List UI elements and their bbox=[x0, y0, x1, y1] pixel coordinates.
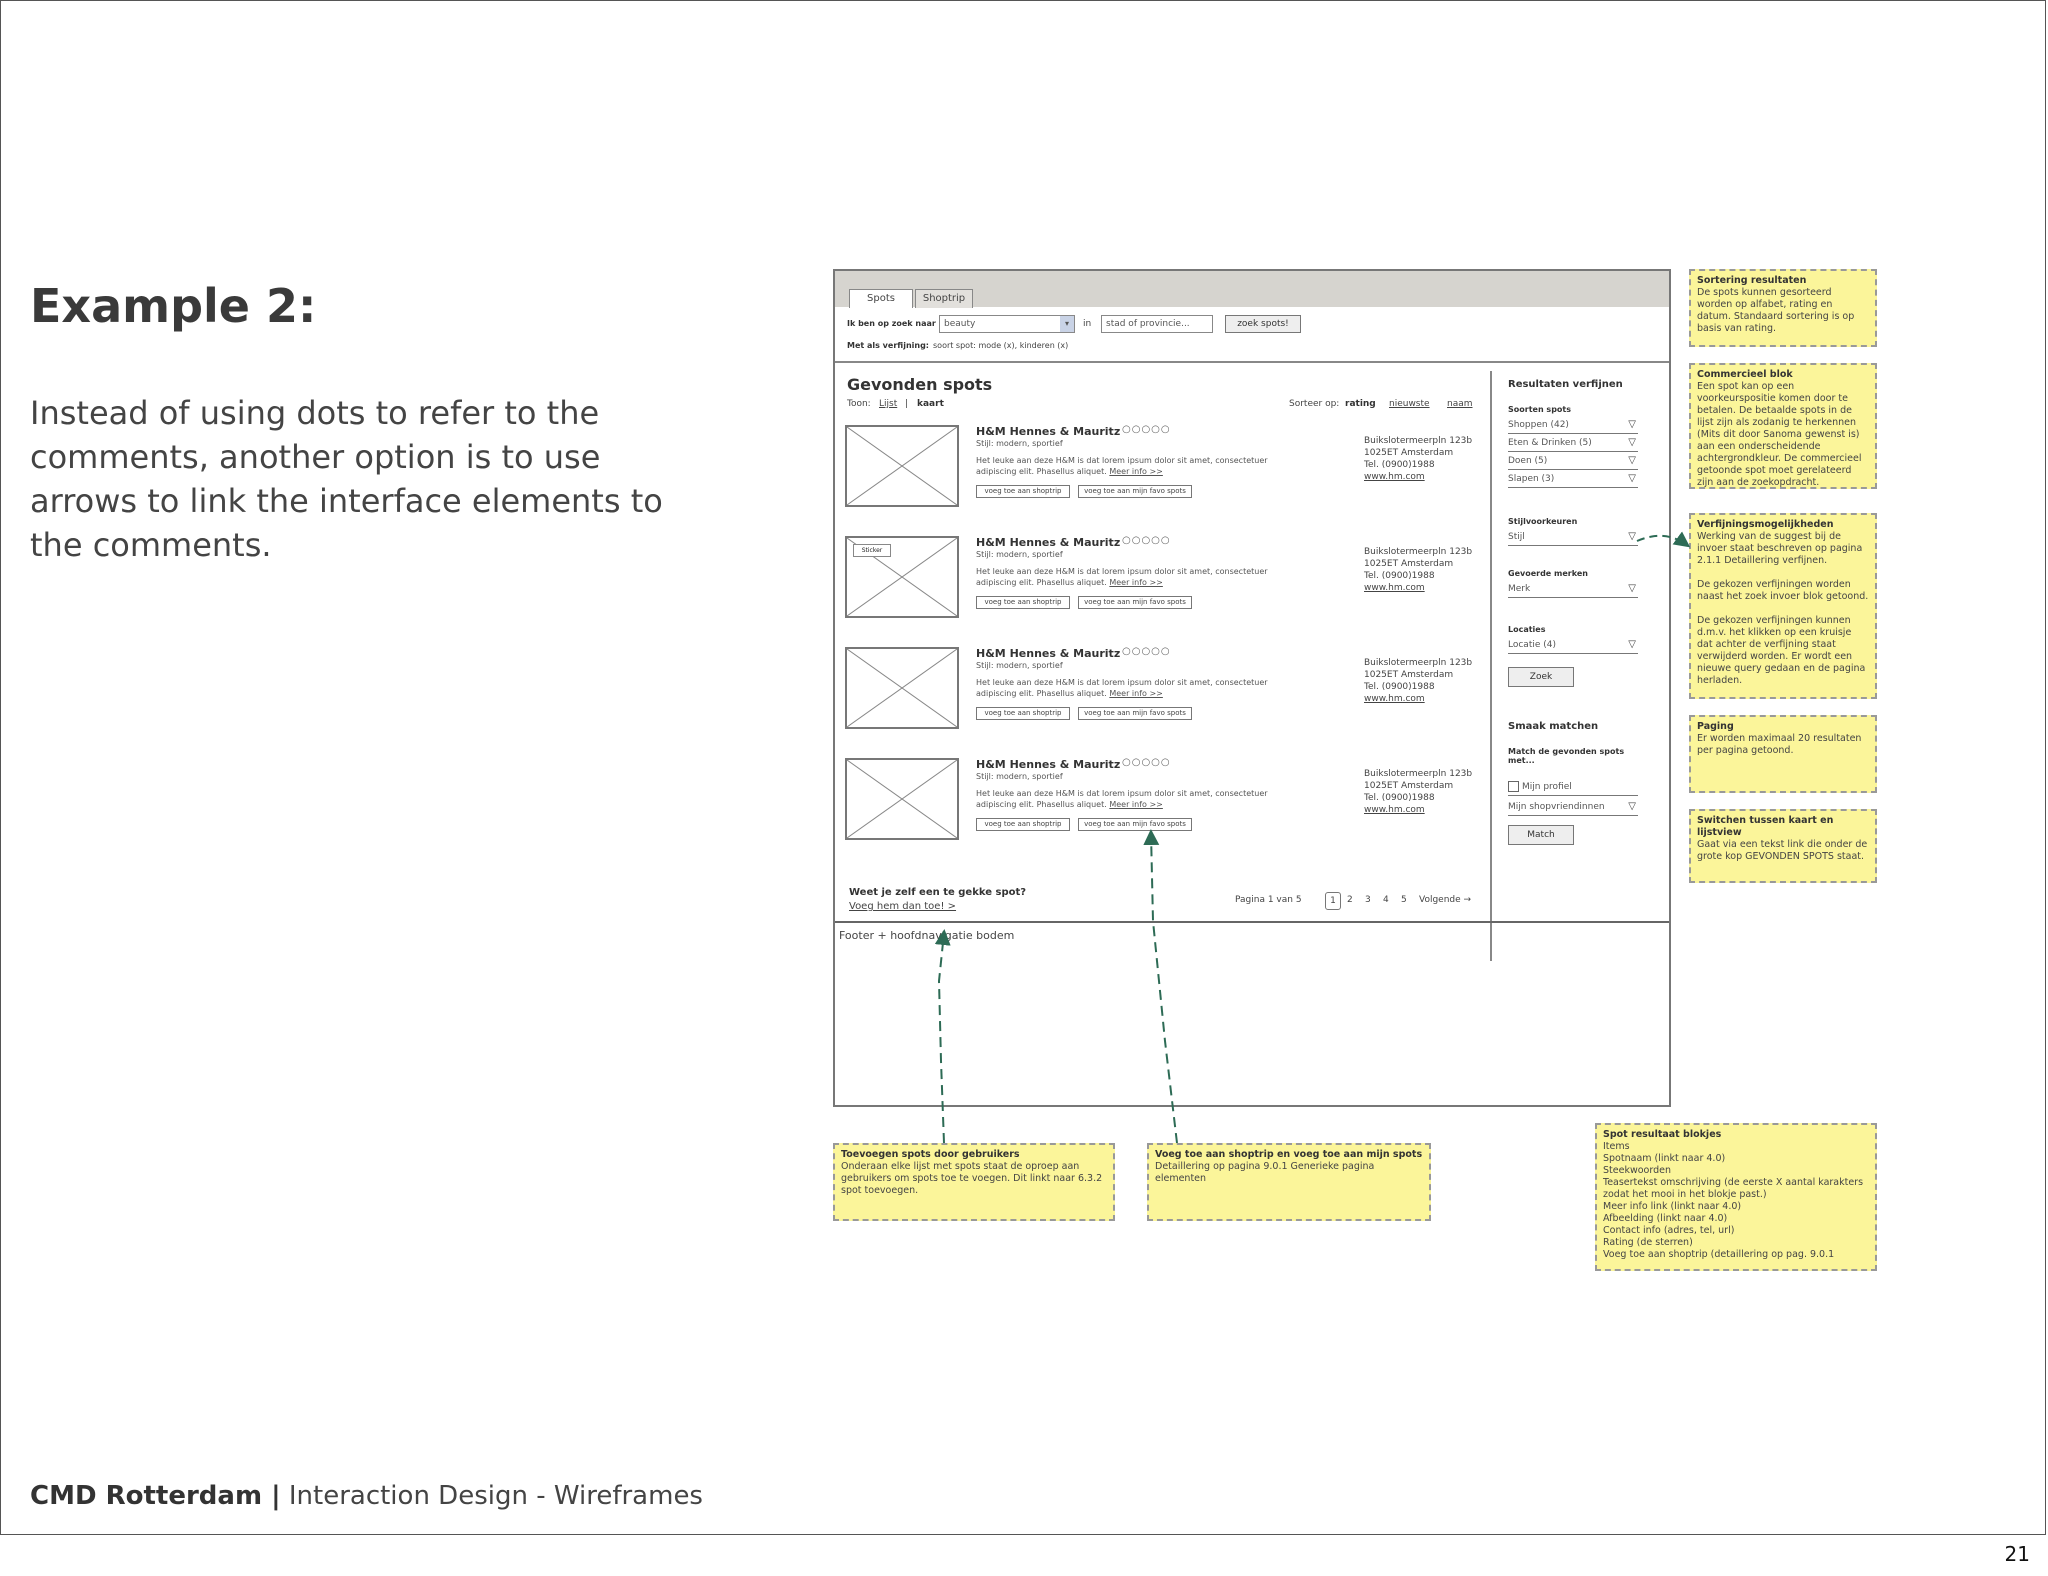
triangle-down-icon: ▽ bbox=[1628, 473, 1636, 484]
spot-type-label: Doen (5) bbox=[1508, 456, 1548, 466]
note-title: Paging bbox=[1697, 721, 1734, 732]
note-text: Werking van de suggest bij de invoer staat beschreven op pagina 2.1.1 Detaillering verfijnen. De gekozen verfijningen worden naast het zoek invoer blok getoond. De gekozen verfijningen kunnen d.m.v. het klikken op een kruisje dat achter de verfijning staat verwijderd worden. Er wordt een nieuwe query gedaan en de pagina herladen. bbox=[1697, 531, 1869, 686]
description-text: Het leuke aan deze H&M is dat lorem ipsum dolor sit amet, consectetuer adipiscing elit. Phasellus aliquet. bbox=[976, 789, 1268, 809]
note-text: Een spot kan op een voorkeurspositie komen door te betalen. De betaalde spots in de lijst zijn als zodanig te herkennen (Mits dit door Sanoma gewenst is) aan een onderscheidende achtergrondkleur. De commercieel getoonde spot moet gerelateerd zijn aan de zoekopdracht. bbox=[1697, 381, 1862, 488]
style-value: Stijl bbox=[1508, 532, 1525, 542]
in-label: in bbox=[1083, 319, 1092, 329]
connector-arrows bbox=[1, 1, 2047, 1536]
page-5[interactable]: 5 bbox=[1401, 895, 1407, 905]
spot-type-label: Eten & Drinken (5) bbox=[1508, 438, 1592, 448]
description-text: Het leuke aan deze H&M is dat lorem ipsum dolor sit amet, consectetuer adipiscing elit. Phasellus aliquet. bbox=[976, 678, 1268, 698]
page-3[interactable]: 3 bbox=[1365, 895, 1371, 905]
page-4[interactable]: 4 bbox=[1383, 895, 1389, 905]
triangle-down-icon: ▽ bbox=[1628, 583, 1636, 594]
location-input[interactable]: stad of provincie... bbox=[1101, 315, 1213, 333]
more-info-link[interactable]: Meer info >> bbox=[1109, 689, 1163, 698]
next-page-link[interactable]: Volgende → bbox=[1419, 895, 1472, 905]
view-list-link[interactable]: Lijst bbox=[879, 399, 898, 409]
note-title: Sortering resultaten bbox=[1697, 275, 1807, 286]
triangle-down-icon: ▽ bbox=[1628, 801, 1636, 812]
sort-label: Sorteer op: bbox=[1289, 399, 1340, 409]
arrow-to-style-refine bbox=[1637, 536, 1687, 545]
description-text: Het leuke aan deze H&M is dat lorem ipsum dolor sit amet, consectetuer adipiscing elit. Phasellus aliquet. bbox=[976, 567, 1268, 587]
triangle-down-icon: ▽ bbox=[1628, 639, 1636, 650]
sort-rating[interactable]: rating bbox=[1345, 399, 1376, 409]
note-text: Detaillering op pagina 9.0.1 Generieke pagina elementen bbox=[1155, 1161, 1375, 1184]
refine-value: soort spot: mode (x), kinderen (x) bbox=[933, 341, 1069, 350]
arrow-to-shoptrip-button bbox=[1151, 833, 1177, 1143]
note-text: Onderaan elke lijst met spots staat de oproep aan gebruikers om spots toe te voegen. Dit linkt naar 6.3.2 spot toevoegen. bbox=[841, 1161, 1103, 1196]
search-button[interactable]: zoek spots! bbox=[1225, 315, 1301, 333]
note-title: Verfijningsmogelijkheden bbox=[1697, 519, 1834, 530]
search-value: beauty bbox=[944, 319, 976, 329]
more-info-link[interactable]: Meer info >> bbox=[1109, 800, 1163, 809]
note-text: Gaat via een tekst link die onder de grote kop GEVONDEN SPOTS staat. bbox=[1697, 839, 1868, 862]
results-title: Gevonden spots bbox=[847, 375, 993, 394]
note-title: Commercieel blok bbox=[1697, 369, 1793, 380]
city-line: 1025ET Amsterdam bbox=[1364, 670, 1454, 680]
website-link[interactable]: www.hm.com bbox=[1364, 472, 1425, 482]
location-value: Locatie (4) bbox=[1508, 640, 1557, 650]
result-style: Stijl: modern, sportief bbox=[976, 661, 1063, 670]
triangle-down-icon: ▽ bbox=[1628, 455, 1636, 466]
website-link[interactable]: www.hm.com bbox=[1364, 805, 1425, 815]
footer-brand: CMD Rotterdam | bbox=[30, 1481, 281, 1511]
note-title: Spot resultaat blokjes bbox=[1603, 1129, 1722, 1140]
description-text: Het leuke aan deze H&M is dat lorem ipsum dolor sit amet, consectetuer adipiscing elit. Phasellus aliquet. bbox=[976, 456, 1268, 476]
chevron-down-icon: ▾ bbox=[1060, 316, 1074, 332]
sticker-badge: Sticker bbox=[853, 544, 891, 557]
slide-title: Example 2: bbox=[30, 279, 317, 333]
add-spot-link[interactable]: Voeg hem dan toe! > bbox=[849, 901, 957, 912]
slide-body: Instead of using dots to refer to the comments, another option is to use arrows to link the interface elements to the comments. bbox=[30, 394, 663, 564]
wireframe-footer: Footer + hoofdnavigatie bodem bbox=[839, 929, 1015, 942]
brand-value: Merk bbox=[1508, 584, 1531, 594]
match-subtitle: Match de gevonden spots met... bbox=[1508, 747, 1625, 765]
add-to-shoptrip-button[interactable]: voeg toe aan shoptrip bbox=[976, 818, 1070, 831]
triangle-down-icon: ▽ bbox=[1628, 531, 1636, 542]
triangle-down-icon: ▽ bbox=[1628, 419, 1636, 430]
footer-subtitle: Interaction Design - Wireframes bbox=[288, 1481, 703, 1511]
match-profile-label: Mijn profiel bbox=[1522, 782, 1572, 792]
rating-stars: ○○○○○ bbox=[1122, 646, 1171, 657]
note-text: Items Spotnaam (linkt naar 4.0) Steekwoorden Teasertekst omschrijving (de eerste X aantal karakters zodat het mooi in het blokje past.) Meer info link (linkt naar 4.0) Afbeelding (linkt naar 4.0) Contact info (adres, tel, url) Rating (de sterren) Voeg toe aan shoptrip (detaillering op pag. 9.0.1 bbox=[1603, 1141, 1864, 1260]
page-1[interactable]: 1 bbox=[1325, 892, 1341, 910]
spot-types-title: Soorten spots bbox=[1508, 405, 1571, 414]
match-button[interactable]: Match bbox=[1508, 825, 1574, 845]
result-title[interactable]: H&M Hennes & Mauritz bbox=[976, 647, 1121, 660]
refine-label: Met als verfijning: bbox=[847, 341, 929, 350]
phone: Tel. (0900)1988 bbox=[1364, 682, 1435, 692]
brands-title: Gevoerde merken bbox=[1508, 569, 1588, 578]
note-text: De spots kunnen gesorteerd worden op alfabet, rating en datum. Standaard sortering is op basis van rating. bbox=[1697, 287, 1855, 334]
add-to-favorites-button[interactable]: voeg toe aan mijn favo spots bbox=[1078, 707, 1192, 720]
triangle-down-icon: ▽ bbox=[1628, 437, 1636, 448]
add-to-shoptrip-button[interactable]: voeg toe aan shoptrip bbox=[976, 707, 1070, 720]
view-map-link[interactable]: kaart bbox=[917, 399, 944, 409]
view-label: Toon: bbox=[847, 399, 871, 409]
note-title: Voeg toe aan shoptrip en voeg toe aan mijn spots bbox=[1155, 1149, 1423, 1160]
refine-title: Resultaten verfijnen bbox=[1508, 379, 1623, 390]
page-2[interactable]: 2 bbox=[1347, 895, 1353, 905]
add-to-favorites-button[interactable]: voeg toe aan mijn favo spots bbox=[1078, 485, 1192, 498]
city-line: 1025ET Amsterdam bbox=[1364, 781, 1454, 791]
note-title: Switchen tussen kaart en lijstview bbox=[1697, 815, 1834, 838]
address-line: Buikslotermeerpln 123b bbox=[1364, 769, 1473, 779]
address-line: Buikslotermeerpln 123b bbox=[1364, 547, 1473, 557]
more-info-link[interactable]: Meer info >> bbox=[1109, 578, 1163, 587]
tab-spots[interactable]: Spots bbox=[849, 289, 913, 308]
page-number: 21 bbox=[2004, 1542, 2030, 1566]
arrow-to-footer bbox=[939, 933, 944, 1143]
slide-footer bbox=[30, 1481, 703, 1511]
tab-shoptrip[interactable]: Shoptrip bbox=[915, 289, 973, 308]
website-link[interactable]: www.hm.com bbox=[1364, 583, 1425, 593]
add-to-shoptrip-button[interactable]: voeg toe aan shoptrip bbox=[976, 485, 1070, 498]
rating-stars: ○○○○○ bbox=[1122, 757, 1171, 768]
result-title[interactable]: H&M Hennes & Mauritz bbox=[976, 758, 1121, 771]
match-friends-label: Mijn shopvriendinnen bbox=[1508, 802, 1605, 812]
style-title: Stijlvoorkeuren bbox=[1508, 517, 1578, 526]
result-title[interactable]: H&M Hennes & Mauritz bbox=[976, 425, 1121, 438]
phone: Tel. (0900)1988 bbox=[1364, 793, 1435, 803]
match-title: Smaak matchen bbox=[1508, 721, 1599, 732]
locations-title: Locaties bbox=[1508, 625, 1546, 634]
add-to-favorites-button[interactable]: voeg toe aan mijn favo spots bbox=[1078, 596, 1192, 609]
phone: Tel. (0900)1988 bbox=[1364, 460, 1435, 470]
more-info-link[interactable]: Meer info >> bbox=[1109, 467, 1163, 476]
view-separator: | bbox=[905, 399, 909, 409]
result-title[interactable]: H&M Hennes & Mauritz bbox=[976, 536, 1121, 549]
spot-type-label: Slapen (3) bbox=[1508, 474, 1555, 484]
spot-type-label: Shoppen (42) bbox=[1508, 420, 1569, 430]
add-spot-prompt: Weet je zelf een te gekke spot? bbox=[849, 887, 1027, 898]
rating-stars: ○○○○○ bbox=[1122, 535, 1171, 546]
result-style: Stijl: modern, sportief bbox=[976, 772, 1063, 781]
website-link[interactable]: www.hm.com bbox=[1364, 694, 1425, 704]
sort-newest[interactable]: nieuwste bbox=[1389, 399, 1430, 409]
pagination-label: Pagina 1 van 5 bbox=[1235, 895, 1302, 905]
refine-search-button[interactable]: Zoek bbox=[1508, 667, 1574, 687]
address-line: Buikslotermeerpln 123b bbox=[1364, 436, 1473, 446]
add-to-shoptrip-button[interactable]: voeg toe aan shoptrip bbox=[976, 596, 1070, 609]
add-to-favorites-button[interactable]: voeg toe aan mijn favo spots bbox=[1078, 818, 1192, 831]
city-line: 1025ET Amsterdam bbox=[1364, 559, 1454, 569]
rating-stars: ○○○○○ bbox=[1122, 424, 1171, 435]
search-label: Ik ben op zoek naar bbox=[847, 319, 936, 328]
phone: Tel. (0900)1988 bbox=[1364, 571, 1435, 581]
note-text: Er worden maximaal 20 resultaten per pagina getoond. bbox=[1697, 733, 1862, 756]
result-style: Stijl: modern, sportief bbox=[976, 550, 1063, 559]
city-line: 1025ET Amsterdam bbox=[1364, 448, 1454, 458]
note-title: Toevoegen spots door gebruikers bbox=[841, 1149, 1020, 1160]
sort-name[interactable]: naam bbox=[1447, 399, 1473, 409]
result-style: Stijl: modern, sportief bbox=[976, 439, 1063, 448]
address-line: Buikslotermeerpln 123b bbox=[1364, 658, 1473, 668]
